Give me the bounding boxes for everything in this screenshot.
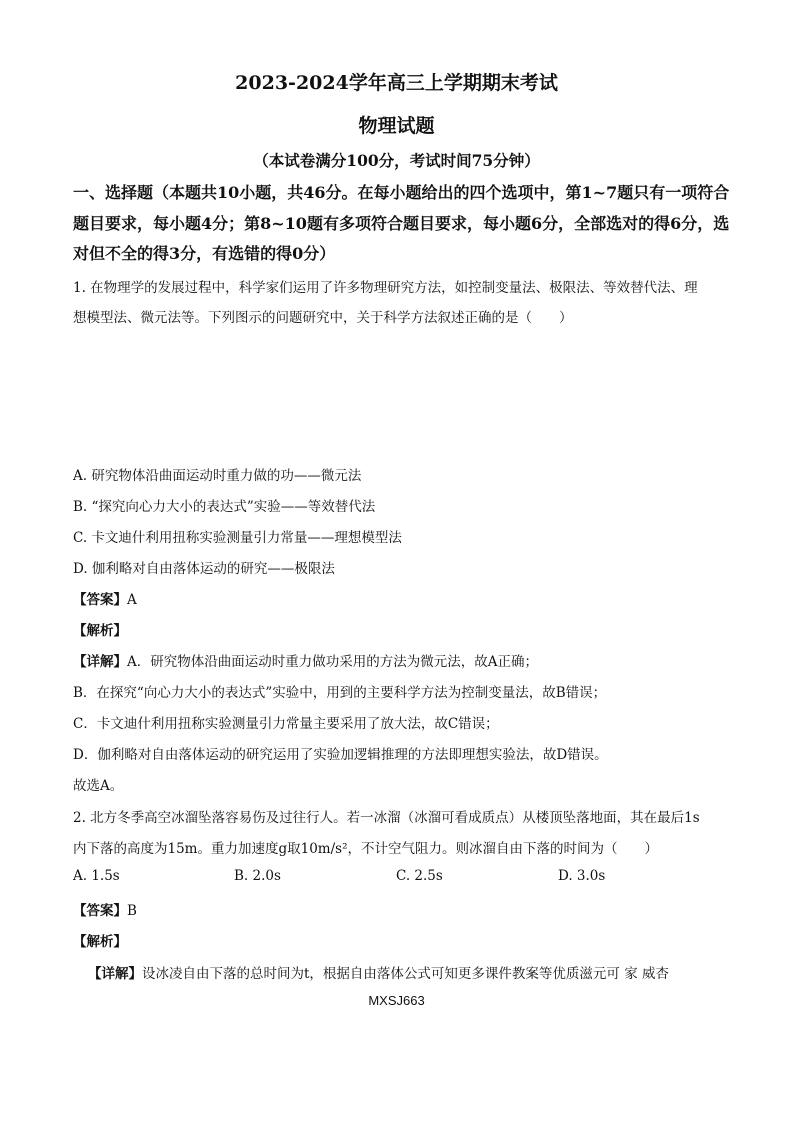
q1-option-c: C. 卡文迪什利用扭称实验测量引力常量——理想模型法 — [73, 530, 402, 546]
detail-text: A．研究物体沿曲面运动时重力做功采用的方法为微元法，故A正确； — [127, 654, 538, 670]
q1-answer — [73, 588, 137, 608]
answer-label: 【答案】 — [73, 903, 127, 919]
detail-label: 【详解】 — [73, 654, 127, 670]
q2-answer — [73, 899, 137, 919]
q1-stem-line1: 1. 在物理学的发展过程中，科学家们运用了许多物理研究方法，如控制变量法、极限法、等效替代法、理 — [73, 280, 698, 296]
q1-detail-line1 — [73, 650, 538, 670]
q1-option-d: D. 伽利略对自由落体运动的研究——极限法 — [73, 561, 335, 577]
q2-option-c: C. 2.5s — [396, 868, 443, 884]
q2-option-a: A. 1.5s — [73, 868, 120, 884]
answer-label: 【答案】 — [73, 592, 127, 608]
q2-option-b: B. 2.0s — [234, 868, 281, 884]
section-heading: 一、选择题（本题共10小题，共46分。在每小题给出的四个选项中，第1~7题只有一项符合题目要求，每小题4分；第8~10题有多项符合题目要求，每小题6分，全部选对的得6分，选对但不全的得3分，有选错的得0分） — [73, 183, 730, 263]
exam-title: 2023-2024学年高三上学期期末考试 — [235, 72, 558, 94]
footer-code: MXSJ663 — [368, 993, 425, 1008]
exam-subject: 物理试题 — [358, 115, 435, 137]
q1-detail-line4: D．伽利略对自由落体运动的研究运用了实验加逻辑推理的方法即理想实验法，故D错误。 — [73, 747, 608, 763]
q1-option-b: B. “探究向心力大小的表达式”实验——等效替代法 — [73, 499, 376, 515]
q2-detail-line — [88, 962, 669, 982]
answer-value: B — [127, 903, 137, 919]
q1-detail-line3: C．卡文迪什利用扭称实验测量引力常量主要采用了放大法，故C错误； — [73, 716, 499, 732]
q1-detail-line2: B．在探究“向心力大小的表达式”实验中，用到的主要科学方法为控制变量法，故B错误； — [73, 685, 607, 701]
q2-analysis-label: 【解析】 — [73, 934, 127, 950]
detail-text: 设冰凌自由下落的总时间为t，根据自由落体公式可知更多课件教案等优质滋元可 家 威杏 — [142, 966, 670, 982]
q2-option-d: D. 3.0s — [558, 868, 606, 884]
q2-stem-line2: 内下落的高度为15m。重力加速度g取10m/s²，不计空气阻力。则冰溜自由下落的时间为（ ） — [73, 841, 658, 857]
q1-conclusion: 故选A。 — [73, 778, 124, 794]
q1-option-a: A. 研究物体沿曲面运动时重力做的功——微元法 — [73, 468, 362, 484]
q2-stem-line1: 2. 北方冬季高空冰溜坠落容易伤及过往行人。若一冰溜（冰溜可看成质点）从楼顶坠落地面，其在最后1s — [73, 810, 700, 826]
exam-note: （本试卷满分100分，考试时间75分钟） — [253, 151, 540, 170]
answer-value: A — [127, 592, 137, 608]
detail-label: 【详解】 — [88, 966, 142, 982]
q1-stem-line2: 想模型法、微元法等。下列图示的问题研究中，关于科学方法叙述正确的是（ ） — [73, 310, 573, 326]
q1-analysis-label: 【解析】 — [73, 623, 127, 639]
